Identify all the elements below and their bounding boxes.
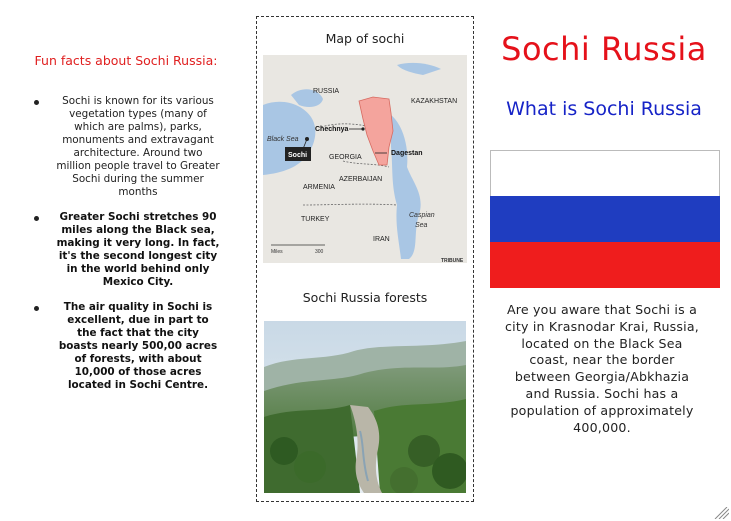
description-text: Are you aware that Sochi is a city in Krasnodar Krai, Russia, located on the Black Sea coast, near the border between Georgia/Abkhazia and Russia. Sochi has a population of approximately 400,000.: [505, 302, 699, 435]
russia-flag: [490, 150, 720, 288]
map-label-kazakhstan: KAZAKHSTAN: [411, 98, 458, 105]
map-scale-value: 300: [315, 249, 324, 255]
map-label-sea: Sea: [415, 222, 428, 229]
forest-photo: [264, 321, 466, 493]
map-label-dagestan: Dagestan: [391, 150, 423, 157]
fact-item: Greater Sochi stretches 90 miles along the Black sea, making it very long. In fact, it's the second longest city in the world behind only Mexico City.: [30, 211, 220, 289]
fact-item: Sochi is known for its various vegetation types (many of which are palms), parks, monuments and extravagant architecture. Around two million people travel to Greater Sochi during the summer months: [30, 95, 220, 199]
map-label-caspian: Caspian: [409, 212, 435, 219]
fun-facts-title: Fun facts about Sochi Russia:: [34, 53, 218, 68]
page-title: Sochi Russia: [501, 30, 707, 68]
fun-facts-list: [30, 95, 220, 404]
flag-stripe-blue: [490, 196, 720, 242]
forest-title: Sochi Russia forests: [302, 290, 428, 305]
middle-panel: [256, 16, 474, 502]
flag-stripe-red: [490, 242, 720, 288]
flag-stripe-white: [490, 150, 720, 196]
map-label-black-sea: Black Sea: [267, 136, 299, 143]
map-label-turkey: TURKEY: [301, 216, 330, 223]
map-label-georgia: GEORGIA: [329, 154, 362, 161]
map-label-azerbaijan: AZERBAIJAN: [339, 176, 383, 183]
map-label-russia: RUSSIA: [313, 88, 340, 95]
map-label-armenia: ARMENIA: [303, 184, 335, 191]
fact-item: The air quality in Sochi is excellent, due in part to the fact that the city boasts nearly 500,00 acres of forests, with about 10,000 of those acres located in Sochi Centre.: [30, 301, 220, 392]
map-label-iran: IRAN: [373, 236, 390, 243]
map-label-sochi: Sochi: [288, 152, 308, 159]
resize-grip-icon[interactable]: [709, 507, 729, 519]
subtitle: What is Sochi Russia: [506, 98, 702, 120]
map-credit: TRIBUNE: [441, 258, 464, 263]
map-label-chechnya: Chechnya: [315, 126, 349, 133]
region-map: [263, 55, 467, 263]
map-scale-unit: Miles: [271, 249, 283, 255]
map-title: Map of sochi: [325, 31, 405, 46]
